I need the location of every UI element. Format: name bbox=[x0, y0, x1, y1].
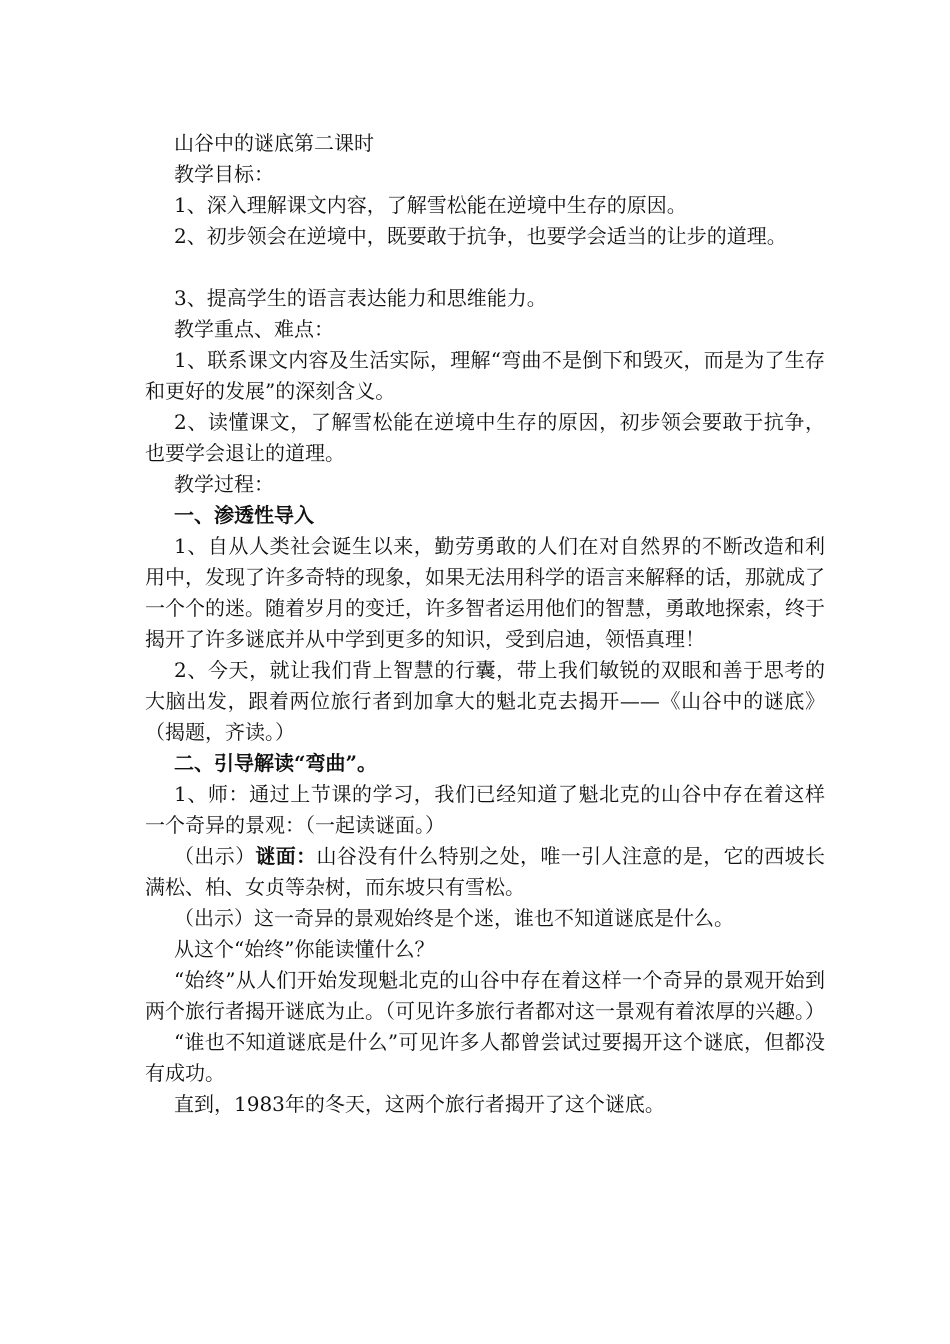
keypoints-heading: 教学重点、难点： bbox=[174, 317, 334, 341]
objective-item: 3、提高学生的语言表达能力和思维能力。 bbox=[174, 286, 547, 310]
objectives-heading: 教学目标： bbox=[174, 162, 274, 186]
section-heading: 一、渗透性导入 bbox=[174, 503, 314, 527]
riddle-paragraph bbox=[145, 841, 825, 903]
objective-item: 2、初步领会在逆境中，既要敢于抗争，也要学会适当的让步的道理。 bbox=[174, 224, 787, 248]
question: 从这个“始终”你能读懂什么？ bbox=[174, 937, 435, 961]
section-heading: 二、引导解读“弯曲”。 bbox=[174, 751, 378, 775]
paragraph: “谁也不知道谜底是什么”可见许多人都曾尝试过要揭开这个谜底，但都没有成功。 bbox=[145, 1030, 825, 1085]
objective-item: 1、深入理解课文内容，了解雪松能在逆境中生存的原因。 bbox=[174, 193, 687, 217]
riddle-text: 山谷没有什么特别之处，唯一引人注意的是，它的西坡长满松、柏、女贞等杂树，而东坡只有雪松。 bbox=[145, 844, 826, 899]
paragraph: “始终”从人们开始发现魁北克的山谷中存在着这样一个奇异的景观开始到两个旅行者揭开谜底为止。（可见许多旅行者都对这一景观有着浓厚的兴趣。） bbox=[145, 968, 825, 1023]
paragraph: 1、师：通过上节课的学习，我们已经知道了魁北克的山谷中存在着这样一个奇异的景观：（一起读谜面。） bbox=[145, 782, 825, 837]
keypoint-item: 2、读懂课文，了解雪松能在逆境中生存的原因，初步领会要敢于抗争，也要学会退让的道理。 bbox=[145, 410, 825, 465]
riddle-label: 谜面： bbox=[255, 844, 317, 868]
document-body bbox=[145, 128, 825, 1120]
paragraph: 直到，1983年的冬天，这两个旅行者揭开了这个谜底。 bbox=[174, 1092, 665, 1116]
paragraph: 1、自从人类社会诞生以来，勤劳勇敢的人们在对自然界的不断改造和利用中，发现了许多奇特的现象，如果无法用科学的语言来解释的话，那就成了一个个的迷。随着岁月的变迁，许多智者运用他们的智慧，勇敢地探索，终于揭开了许多谜底并从中学到更多的知识，受到启迪，领悟真理！ bbox=[145, 534, 825, 651]
lesson-title: 山谷中的谜底第二课时 bbox=[174, 131, 374, 155]
paragraph: 2、今天，就让我们背上智慧的行囊，带上我们敏锐的双眼和善于思考的大脑出发，跟着两位旅行者到加拿大的魁北克去揭开——《山谷中的谜底》（揭题，齐读。） bbox=[145, 658, 825, 744]
riddle-prefix: （出示） bbox=[174, 844, 256, 868]
paragraph: （出示）这一奇异的景观始终是个迷，谁也不知道谜底是什么。 bbox=[174, 906, 734, 930]
process-heading: 教学过程： bbox=[174, 472, 274, 496]
keypoint-item: 1、联系课文内容及生活实际，理解“弯曲不是倒下和毁灭，而是为了生存和更好的发展”的深刻含义。 bbox=[145, 348, 825, 403]
